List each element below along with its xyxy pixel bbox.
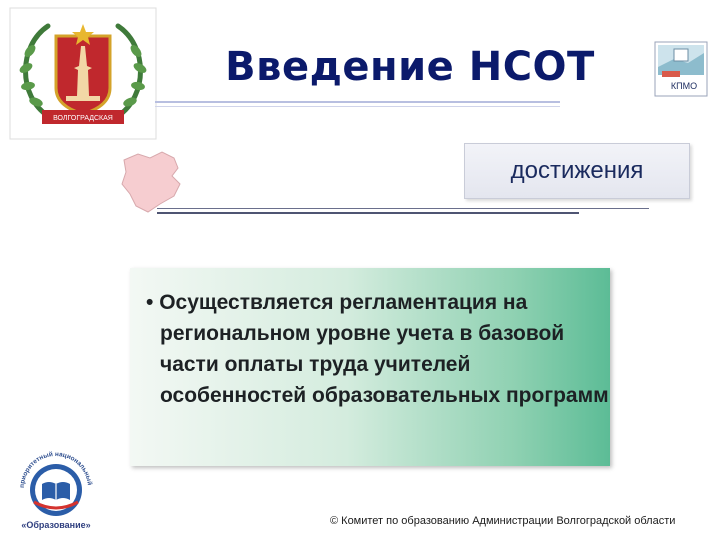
kpmo-logo-icon bbox=[654, 41, 708, 97]
emblem-ribbon-text: ВОЛГОГРАДСКАЯ bbox=[53, 115, 113, 122]
logo-label: «Образование» bbox=[21, 520, 91, 530]
page-title: Введение НСОТ bbox=[225, 44, 595, 90]
content-text: Осуществляется регламентация на региональном уровне учета в базовой части оплаты труда учителей особенностей образовательных программ bbox=[159, 291, 609, 407]
title-underline bbox=[155, 101, 560, 103]
coat-of-arms-emblem bbox=[8, 6, 158, 141]
footer-copyright: © Комитет по образованию Администрации Волгоградской области bbox=[330, 515, 676, 527]
logo-ring-text: приоритетный национальный bbox=[18, 450, 93, 489]
section-divider-secondary bbox=[157, 212, 579, 214]
content-bullet-item bbox=[146, 287, 615, 411]
education-project-logo-icon bbox=[4, 440, 108, 536]
education-project-logo bbox=[4, 440, 108, 536]
section-label-box: достижения bbox=[464, 143, 690, 199]
volgograd-coat-of-arms-icon bbox=[8, 6, 158, 141]
kpmo-logo-text: КПМО bbox=[670, 81, 698, 91]
corner-logo bbox=[654, 41, 708, 97]
title-underline-secondary bbox=[155, 106, 560, 107]
section-divider bbox=[157, 208, 649, 209]
bullet-glyph: • bbox=[146, 291, 154, 314]
